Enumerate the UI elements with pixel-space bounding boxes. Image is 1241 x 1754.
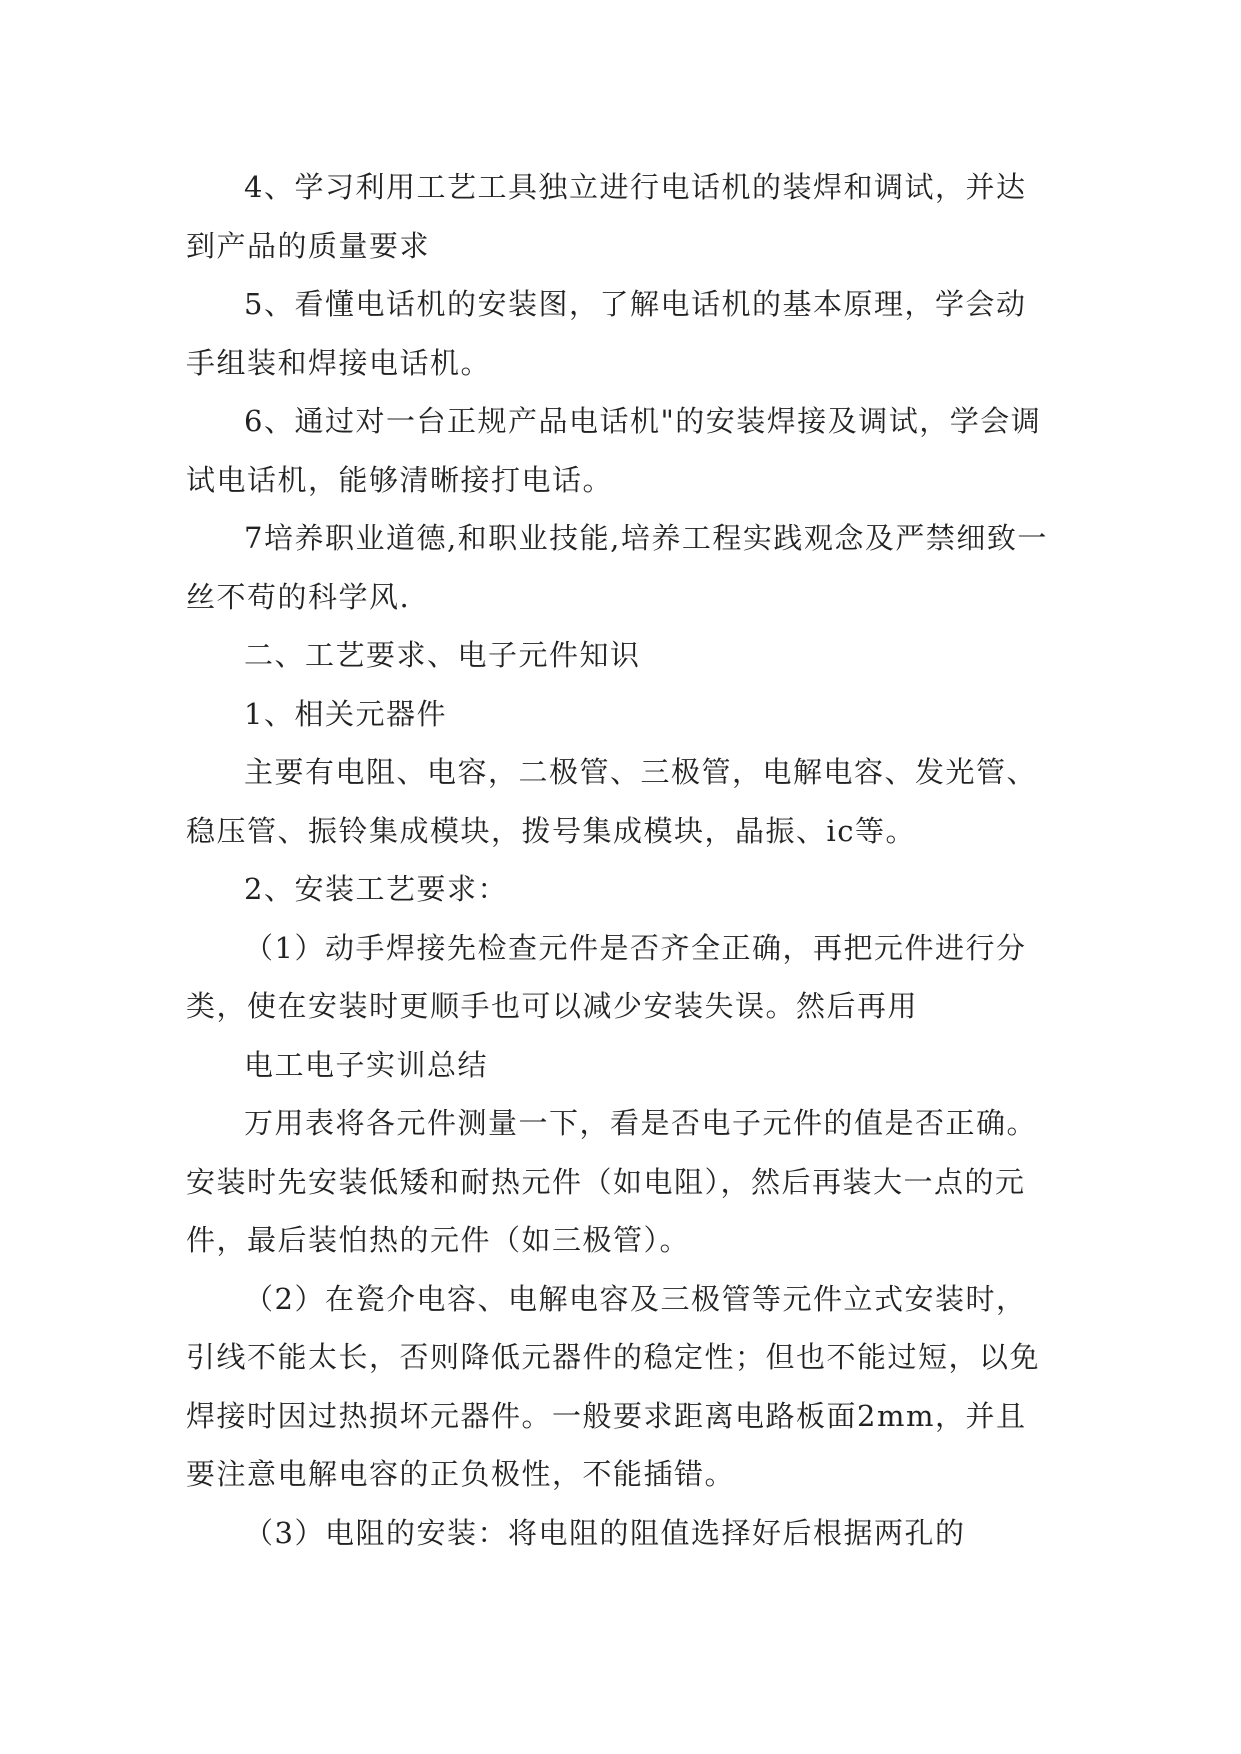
paragraph-item-4: 4、学习利用工艺工具独立进行电话机的装焊和调试，并达到产品的质量要求 — [186, 170, 1027, 263]
paragraph-item-5: 5、看懂电话机的安装图，了解电话机的基本原理，学会动手组装和焊接电话机。 — [186, 287, 1027, 380]
paragraph-components-list: 主要有电阻、电容，二极管、三极管，电解电容、发光管、稳压管、振铃集成模块，拨号集成模块，晶振、ic等。 — [186, 755, 1038, 848]
paragraph-requirement-3: （3）电阻的安装：将电阻的阻值选择好后根据两孔的 — [244, 1515, 966, 1550]
document-body — [186, 158, 1056, 1562]
subheading-installation-requirements: 2、安装工艺要求： — [244, 872, 508, 906]
paragraph-item-6: 6、通过对一台正规产品电话机"的安装焊接及调试，学会调试电话机，能够清晰接打电话。 — [186, 404, 1042, 497]
paragraph-requirement-2: （2）在瓷介电容、电解电容及三极管等元件立式安装时，引线不能太长，否则降低元器件的稳定性；但也不能过短，以免焊接时因过热损坏元器件。一般要求距离电路板面2mm，并且要注意电解电容的正负极性，不能插错。 — [186, 1281, 1041, 1491]
paragraph-item-7: 7培养职业道德,和职业技能,培养工程实践观念及严禁细致一丝不苟的科学风. — [186, 521, 1048, 614]
subheading-components: 1、相关元器件 — [244, 696, 447, 731]
section-heading-process-requirements: 二、工艺要求、电子元件知识 — [244, 638, 641, 672]
page-running-title: 电工电子实训总结 — [244, 1047, 489, 1082]
paragraph-requirement-1-continued: 万用表将各元件测量一下，看是否电子元件的值是否正确。安装时先安装低矮和耐热元件（如电阻），然后再装大一点的元件，最后装怕热的元件（如三极管）。 — [186, 1106, 1038, 1257]
paragraph-requirement-1: （1）动手焊接先检查元件是否齐全正确，再把元件进行分类，使在安装时更顺手也可以减少安装失误。然后再用 — [186, 930, 1027, 1023]
